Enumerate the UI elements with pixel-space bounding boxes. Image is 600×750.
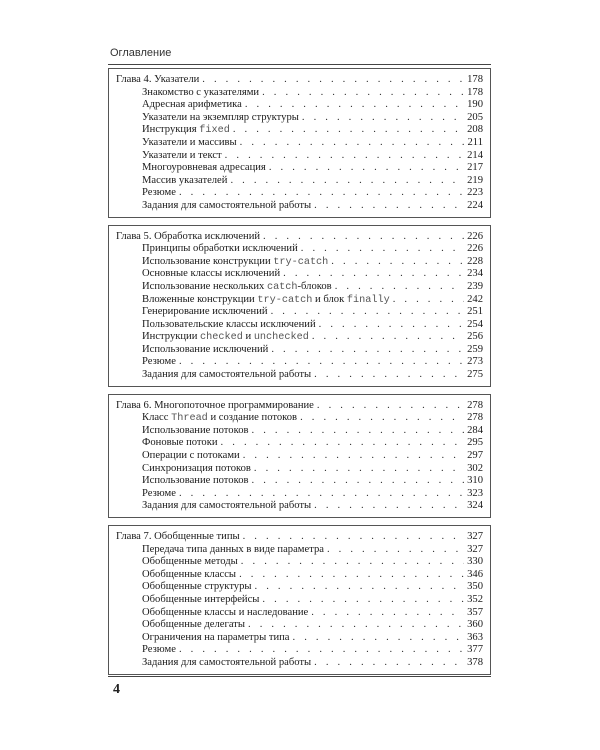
dot-leader	[271, 344, 464, 357]
title-text: Адресная арифметика	[142, 99, 242, 111]
section-entry[interactable]	[109, 319, 490, 332]
dot-leader	[252, 475, 465, 488]
section-title	[142, 256, 328, 270]
section-title	[142, 112, 299, 125]
section-title	[142, 544, 324, 557]
section-title	[142, 644, 176, 657]
chapter-block	[108, 225, 491, 387]
dot-leader	[300, 412, 464, 425]
title-text: и создание потоков	[207, 412, 298, 424]
title-text: Многоуровневая адресация	[142, 162, 266, 174]
section-title	[142, 412, 297, 426]
section-entry[interactable]	[109, 344, 490, 357]
title-text: Пользовательские классы исключений	[142, 318, 316, 330]
title-text: Указатели и текст	[142, 149, 222, 161]
dot-leader	[317, 400, 464, 413]
section-page: 239	[467, 280, 483, 292]
title-text: Обобщенные классы	[142, 568, 237, 580]
section-page: 256	[467, 331, 483, 343]
section-title	[142, 243, 298, 256]
chapter-page: 226	[467, 230, 483, 242]
section-title	[142, 607, 308, 620]
section-title	[142, 124, 230, 138]
code-keyword: finally	[346, 294, 390, 306]
code-keyword: catch	[266, 281, 298, 293]
section-title	[142, 99, 242, 112]
title-text: Ограничения на параметры типа	[142, 631, 290, 643]
title-text: Использование нескольких	[142, 280, 267, 292]
section-entry[interactable]	[109, 256, 490, 269]
section-page: 278	[467, 412, 483, 424]
dot-leader	[202, 74, 464, 87]
section-title	[142, 581, 252, 594]
section-entry[interactable]	[109, 594, 490, 607]
section-title	[142, 150, 222, 163]
section-title	[142, 632, 290, 645]
section-entry[interactable]	[109, 569, 490, 582]
code-keyword: unchecked	[253, 332, 309, 344]
chapter-entry[interactable]	[109, 400, 490, 413]
chapter-block	[108, 394, 491, 518]
section-page: 284	[467, 424, 483, 436]
section-entry[interactable]	[109, 281, 490, 294]
section-page: 228	[467, 255, 483, 267]
section-entry[interactable]	[109, 619, 490, 632]
section-page: 324	[467, 500, 483, 512]
section-title	[142, 162, 266, 175]
dot-leader	[335, 281, 464, 294]
chapter-title: Глава 7. Обобщенные типы	[116, 531, 240, 542]
section-entry[interactable]	[109, 450, 490, 463]
section-title	[142, 356, 176, 369]
section-entry[interactable]	[109, 175, 490, 188]
section-entry[interactable]	[109, 500, 490, 513]
title-text: Задания для самостоятельной работы	[142, 369, 312, 381]
section-page: 219	[467, 174, 483, 186]
section-page: 208	[467, 124, 483, 136]
dot-leader	[179, 488, 464, 501]
section-entry[interactable]	[109, 99, 490, 112]
chapter-block	[108, 525, 491, 675]
title-text: Обобщенные методы	[142, 556, 238, 568]
title-text: Инструкция	[142, 124, 200, 136]
section-page: 242	[467, 293, 483, 305]
section-page: 297	[467, 450, 483, 462]
dot-leader	[245, 99, 464, 112]
section-page: 377	[467, 644, 483, 656]
title-text: Синхронизация потоков	[142, 462, 251, 474]
title-text: Инструкции	[142, 331, 201, 343]
dot-leader	[263, 231, 464, 244]
title-text: Резюме	[142, 644, 176, 656]
section-entry[interactable]	[109, 544, 490, 557]
section-entry[interactable]	[109, 369, 490, 382]
section-entry[interactable]	[109, 87, 490, 100]
dot-leader	[241, 556, 464, 569]
section-page: 217	[467, 162, 483, 174]
section-title	[142, 619, 245, 632]
section-page: 327	[467, 543, 483, 555]
section-title	[142, 344, 268, 357]
section-entry[interactable]	[109, 632, 490, 645]
code-keyword: try-catch	[257, 294, 313, 306]
section-entry[interactable]	[109, 607, 490, 620]
section-entry[interactable]	[109, 150, 490, 163]
section-entry[interactable]	[109, 475, 490, 488]
dot-leader	[269, 162, 464, 175]
section-page: 190	[467, 99, 483, 111]
section-title	[142, 437, 218, 450]
section-page: 224	[467, 199, 483, 211]
section-title	[142, 281, 332, 295]
section-page: 275	[467, 369, 483, 381]
dot-leader	[301, 243, 464, 256]
title-text: Генерирование исключений	[142, 306, 268, 318]
section-page: 214	[467, 149, 483, 161]
dot-leader	[331, 256, 464, 269]
running-title: Оглавление	[110, 47, 172, 59]
title-text: Резюме	[142, 487, 176, 499]
section-entry[interactable]	[109, 657, 490, 670]
section-title	[142, 175, 227, 188]
title-text: Класс	[142, 412, 172, 424]
chapter-page: 178	[467, 74, 483, 85]
section-page: 259	[467, 343, 483, 355]
section-entry[interactable]	[109, 356, 490, 369]
dot-leader	[240, 137, 465, 150]
section-page: 357	[467, 606, 483, 618]
dot-leader	[221, 437, 465, 450]
section-title	[142, 369, 311, 382]
dot-leader	[319, 319, 464, 332]
chapter-title: Глава 5. Обработка исключений	[116, 230, 261, 242]
chapter-page: 278	[467, 399, 483, 411]
section-page: 378	[467, 656, 483, 668]
section-title	[142, 87, 259, 100]
title-text: Передача типа данных в виде параметра	[142, 543, 324, 555]
chapter-title: Глава 6. Многопоточное программирование	[116, 399, 314, 411]
header-rule	[108, 64, 491, 65]
section-title	[142, 556, 238, 569]
chapter-entry[interactable]	[109, 231, 490, 244]
chapter-title: Глава 4. Указатели	[116, 74, 200, 85]
chapter-entry[interactable]	[109, 74, 490, 87]
dot-leader	[293, 632, 465, 645]
section-entry[interactable]	[109, 200, 490, 213]
dot-leader	[248, 619, 464, 632]
dot-leader	[327, 544, 464, 557]
title-text: Массив указателей	[142, 174, 228, 186]
section-page: 323	[467, 487, 483, 499]
section-page: 310	[467, 475, 483, 487]
title-text: Использование потоков	[142, 424, 249, 436]
code-keyword: try-catch	[273, 256, 329, 268]
dot-leader	[314, 500, 464, 513]
dot-leader	[225, 150, 464, 163]
dot-leader	[239, 569, 464, 582]
section-title	[142, 463, 251, 476]
section-title	[142, 319, 316, 332]
title-text: Задания для самостоятельной работы	[142, 500, 312, 512]
title-text: Указатели и массивы	[142, 136, 237, 148]
dot-leader	[314, 200, 464, 213]
title-text: Резюме	[142, 187, 176, 199]
section-page: 350	[467, 581, 483, 593]
title-text: -блоков	[297, 280, 332, 292]
section-page: 234	[467, 268, 483, 280]
title-text: Операции с потоками	[142, 450, 240, 462]
title-text: Использование конструкции	[142, 255, 274, 267]
title-text: и	[242, 331, 254, 343]
title-text: Обобщенные структуры	[142, 581, 252, 593]
page-number: 4	[113, 682, 120, 697]
dot-leader	[179, 356, 464, 369]
section-page: 178	[467, 86, 483, 98]
section-title	[142, 294, 390, 308]
dot-leader	[179, 187, 464, 200]
dot-leader	[314, 657, 464, 670]
dot-leader	[252, 425, 465, 438]
title-text: Обобщенные интерфейсы	[142, 593, 260, 605]
section-entry[interactable]	[109, 425, 490, 438]
section-entry[interactable]	[109, 488, 490, 501]
section-title	[142, 475, 249, 488]
section-title	[142, 187, 176, 200]
dot-leader	[262, 87, 464, 100]
section-page: 205	[467, 111, 483, 123]
title-text: Фоновые потоки	[142, 437, 218, 449]
footer-rule	[108, 676, 491, 677]
section-page: 360	[467, 619, 483, 631]
title-text: Резюме	[142, 356, 176, 368]
section-entry[interactable]	[109, 412, 490, 425]
dot-leader	[283, 268, 464, 281]
section-title	[142, 331, 309, 345]
section-title	[142, 306, 268, 319]
dot-leader	[255, 581, 465, 594]
dot-leader	[312, 331, 464, 344]
section-title	[142, 450, 240, 463]
section-title	[142, 594, 259, 607]
section-page: 302	[467, 462, 483, 474]
title-text: Использование исключений	[142, 343, 269, 355]
section-title	[142, 488, 176, 501]
section-title	[142, 268, 280, 281]
dot-leader	[271, 306, 465, 319]
title-text: и блок	[312, 293, 347, 305]
section-entry[interactable]	[109, 162, 490, 175]
dot-leader	[302, 112, 464, 125]
section-title	[142, 200, 311, 213]
title-text: Знакомство с указателями	[142, 86, 260, 98]
section-entry[interactable]	[109, 581, 490, 594]
section-entry[interactable]	[109, 187, 490, 200]
title-text: Задания для самостоятельной работы	[142, 656, 312, 668]
section-entry[interactable]	[109, 137, 490, 150]
section-title	[142, 137, 237, 150]
section-entry[interactable]	[109, 306, 490, 319]
section-page: 295	[467, 437, 483, 449]
chapter-block	[108, 68, 491, 218]
title-text: Указатели на экземпляр структуры	[142, 111, 299, 123]
table-of-contents	[108, 68, 491, 682]
section-title	[142, 425, 249, 438]
title-text: Принципы обработки исключений	[142, 243, 298, 255]
section-page: 251	[467, 306, 483, 318]
section-page: 254	[467, 318, 483, 330]
dot-leader	[243, 531, 465, 544]
code-keyword: Thread	[171, 413, 208, 425]
section-title	[142, 657, 311, 670]
section-page: 211	[467, 136, 483, 148]
section-entry[interactable]	[109, 463, 490, 476]
section-entry[interactable]	[109, 124, 490, 137]
title-text: Использование потоков	[142, 475, 249, 487]
section-title	[142, 500, 311, 513]
section-page: 352	[467, 593, 483, 605]
section-entry[interactable]	[109, 437, 490, 450]
dot-leader	[311, 607, 464, 620]
title-text: Основные классы исключений	[142, 268, 281, 280]
dot-leader	[262, 594, 464, 607]
title-text: Обобщенные классы и наследование	[142, 606, 309, 618]
section-page: 330	[467, 556, 483, 568]
chapter-entry[interactable]	[109, 531, 490, 544]
code-keyword: fixed	[199, 125, 230, 137]
section-page: 273	[467, 356, 483, 368]
section-page: 363	[467, 631, 483, 643]
chapter-page: 327	[467, 531, 483, 542]
dot-leader	[233, 124, 464, 137]
title-text: Обобщенные делегаты	[142, 619, 245, 631]
title-text: Вложенные конструкции	[142, 293, 258, 305]
title-text: Задания для самостоятельной работы	[142, 199, 312, 211]
section-entry[interactable]	[109, 243, 490, 256]
dot-leader	[243, 450, 464, 463]
dot-leader	[179, 644, 464, 657]
section-page: 226	[467, 243, 483, 255]
section-title	[142, 569, 236, 582]
code-keyword: checked	[200, 332, 243, 344]
section-entry[interactable]	[109, 268, 490, 281]
dot-leader	[393, 294, 464, 307]
section-entry[interactable]	[109, 112, 490, 125]
section-entry[interactable]	[109, 556, 490, 569]
section-entry[interactable]	[109, 294, 490, 307]
dot-leader	[230, 175, 464, 188]
dot-leader	[314, 369, 464, 382]
section-entry[interactable]	[109, 331, 490, 344]
section-page: 223	[467, 187, 483, 199]
dot-leader	[254, 463, 464, 476]
section-page: 346	[467, 568, 483, 580]
section-entry[interactable]	[109, 644, 490, 657]
